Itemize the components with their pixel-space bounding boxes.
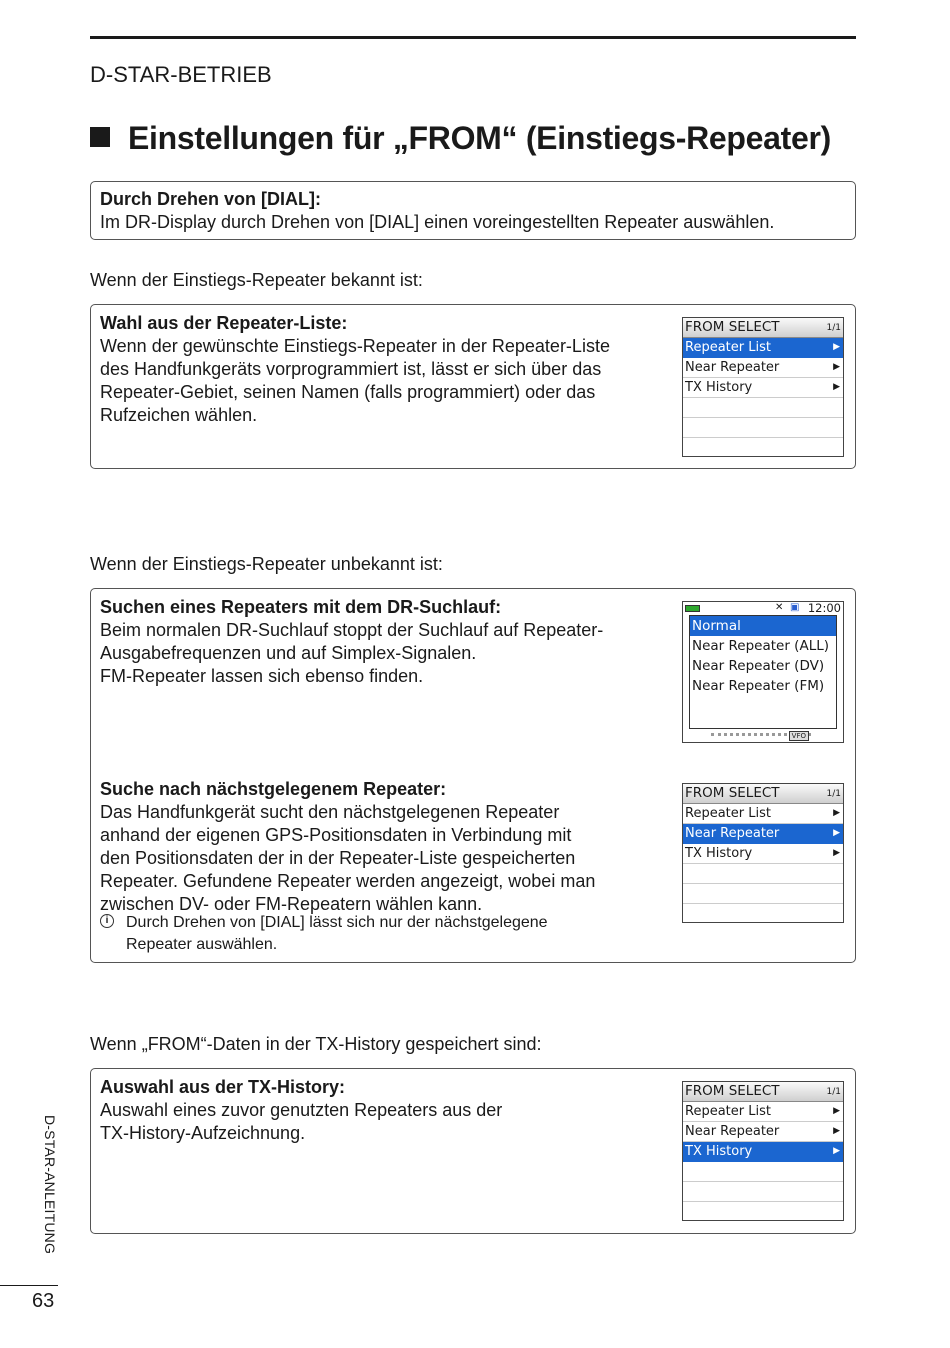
near-line: zwischen DV- oder FM-Repeatern wählen kann.	[100, 894, 483, 914]
from-select-screen-near-repeater	[682, 783, 844, 923]
screen-row: Near Repeater ▶	[683, 824, 843, 844]
near-line: den Positionsdaten der in der Repeater-Liste gespeicherten	[100, 848, 576, 868]
screen-title: FROM SELECT	[685, 319, 780, 335]
near-title: Suche nach nächstgelegenem Repeater:	[100, 779, 447, 799]
gps-icon: ✕	[775, 602, 784, 613]
from-select-screen-repeater-list	[682, 317, 844, 457]
screen-title-bar	[683, 1082, 843, 1102]
dr-scan-title: Suchen eines Repeaters mit dem DR-Suchlauf:	[100, 597, 502, 617]
info-icon: i	[100, 914, 114, 928]
note-line: Durch Drehen von [DIAL] lässt sich nur der nächstgelegene	[126, 914, 548, 931]
near-line: anhand der eigenen GPS-Positionsdaten in Verbindung mit	[100, 825, 572, 845]
unknown-intro: Wenn der Einstiegs-Repeater unbekannt ist:	[90, 554, 443, 574]
chevron-right-icon: ▶	[833, 382, 840, 392]
screen-row-empty	[683, 438, 843, 457]
from-select-screen-tx-history	[682, 1081, 844, 1221]
dr-scan-line: FM-Repeater lassen sich ebenso finden.	[100, 666, 424, 686]
scan-mode-item: Near Repeater (ALL)	[692, 638, 829, 654]
screen-row-empty	[683, 904, 843, 923]
near-line: Das Handfunkgerät sucht den nächstgelegenen Repeater	[100, 802, 560, 822]
dr-scan-line: Beim normalen DR-Suchlauf stoppt der Suchlauf auf Repeater-	[100, 620, 604, 640]
chevron-right-icon: ▶	[833, 808, 840, 818]
chevron-right-icon: ▶	[833, 848, 840, 858]
bluetooth-icon: ▣	[790, 602, 800, 613]
history-title: Auswahl aus der TX-History:	[100, 1077, 346, 1097]
history-box	[90, 1068, 856, 1234]
screen-page: 1/1	[826, 323, 841, 333]
chevron-right-icon: ▶	[833, 1106, 840, 1116]
scan-mode-item: Near Repeater (DV)	[692, 658, 825, 674]
page-number-rule	[0, 1285, 58, 1286]
known-line: Wenn der gewünschte Einstiegs-Repeater in der Repeater-Liste	[100, 336, 610, 356]
known-line: Rufzeichen wählen.	[100, 405, 258, 425]
dial-title: Durch Drehen von [DIAL]:	[100, 189, 322, 209]
screen-row: Repeater List ▶	[683, 804, 843, 824]
side-label: D-STAR-ANLEITUNG	[42, 1115, 58, 1255]
known-box	[90, 304, 856, 469]
known-intro: Wenn der Einstiegs-Repeater bekannt ist:	[90, 270, 423, 290]
page-heading	[90, 120, 831, 157]
heading-text: Einstellungen für „FROM“ (Einstiegs-Repeater)	[128, 120, 832, 156]
chevron-right-icon: ▶	[833, 362, 840, 372]
clock: 12:00	[807, 601, 841, 615]
status-bar	[683, 602, 843, 614]
screen-row: TX History ▶	[683, 1142, 843, 1162]
vfo-badge: VFO	[789, 731, 809, 741]
chevron-right-icon: ▶	[833, 828, 840, 838]
dial-text: Im DR-Display durch Drehen von [DIAL] einen voreingestellten Repeater auswählen.	[100, 212, 775, 232]
screen-row-empty	[683, 1182, 843, 1202]
chevron-right-icon: ▶	[833, 1126, 840, 1136]
dr-scan-line: Ausgabefrequenzen und auf Simplex-Signalen.	[100, 643, 477, 663]
square-bullet-icon	[90, 127, 110, 147]
near-line: Repeater. Gefundene Repeater werden angezeigt, wobei man	[100, 871, 596, 891]
section-title: D-STAR-BETRIEB	[90, 62, 272, 87]
screen-row-empty	[683, 1202, 843, 1221]
known-title: Wahl aus der Repeater-Liste:	[100, 313, 348, 333]
dial-box	[90, 181, 856, 240]
chevron-right-icon: ▶	[833, 342, 840, 352]
info-note	[100, 912, 548, 956]
top-rule	[90, 36, 856, 39]
chevron-right-icon: ▶	[833, 1146, 840, 1156]
screen-row: Repeater List ▶	[683, 338, 843, 358]
screen-row-empty	[683, 418, 843, 438]
screen-title: FROM SELECT	[685, 785, 780, 801]
screen-row: Near Repeater ▶	[683, 358, 843, 378]
screen-title-bar	[683, 318, 843, 338]
history-intro: Wenn „FROM“-Daten in der TX-History gespeichert sind:	[90, 1034, 542, 1054]
screen-row: Near Repeater ▶	[683, 1122, 843, 1142]
unknown-box	[90, 588, 856, 963]
dr-scan-screen	[682, 601, 844, 743]
screen-row-empty	[683, 1162, 843, 1182]
note-line: Repeater auswählen.	[126, 936, 278, 953]
scan-mode-menu	[689, 615, 837, 729]
known-line: des Handfunkgeräts vorprogrammiert ist, lässt er sich über das	[100, 359, 602, 379]
screen-page: 1/1	[826, 1087, 841, 1097]
battery-icon	[685, 605, 700, 612]
page-number: 63	[32, 1290, 55, 1312]
scan-mode-item: Near Repeater (FM)	[692, 678, 825, 694]
history-line: Auswahl eines zuvor genutzten Repeaters aus der	[100, 1100, 503, 1120]
screen-row-empty	[683, 884, 843, 904]
screen-title-bar	[683, 784, 843, 804]
known-line: Repeater-Gebiet, seinen Namen (falls programmiert) oder das	[100, 382, 596, 402]
screen-row: TX History ▶	[683, 378, 843, 398]
history-line: TX-History-Aufzeichnung.	[100, 1123, 306, 1143]
screen-page: 1/1	[826, 789, 841, 799]
screen-row-empty	[683, 398, 843, 418]
screen-row: Repeater List ▶	[683, 1102, 843, 1122]
screen-row-empty	[683, 864, 843, 884]
screen-row: TX History ▶	[683, 844, 843, 864]
scan-mode-item: Normal	[690, 616, 836, 636]
screen-title: FROM SELECT	[685, 1083, 780, 1099]
